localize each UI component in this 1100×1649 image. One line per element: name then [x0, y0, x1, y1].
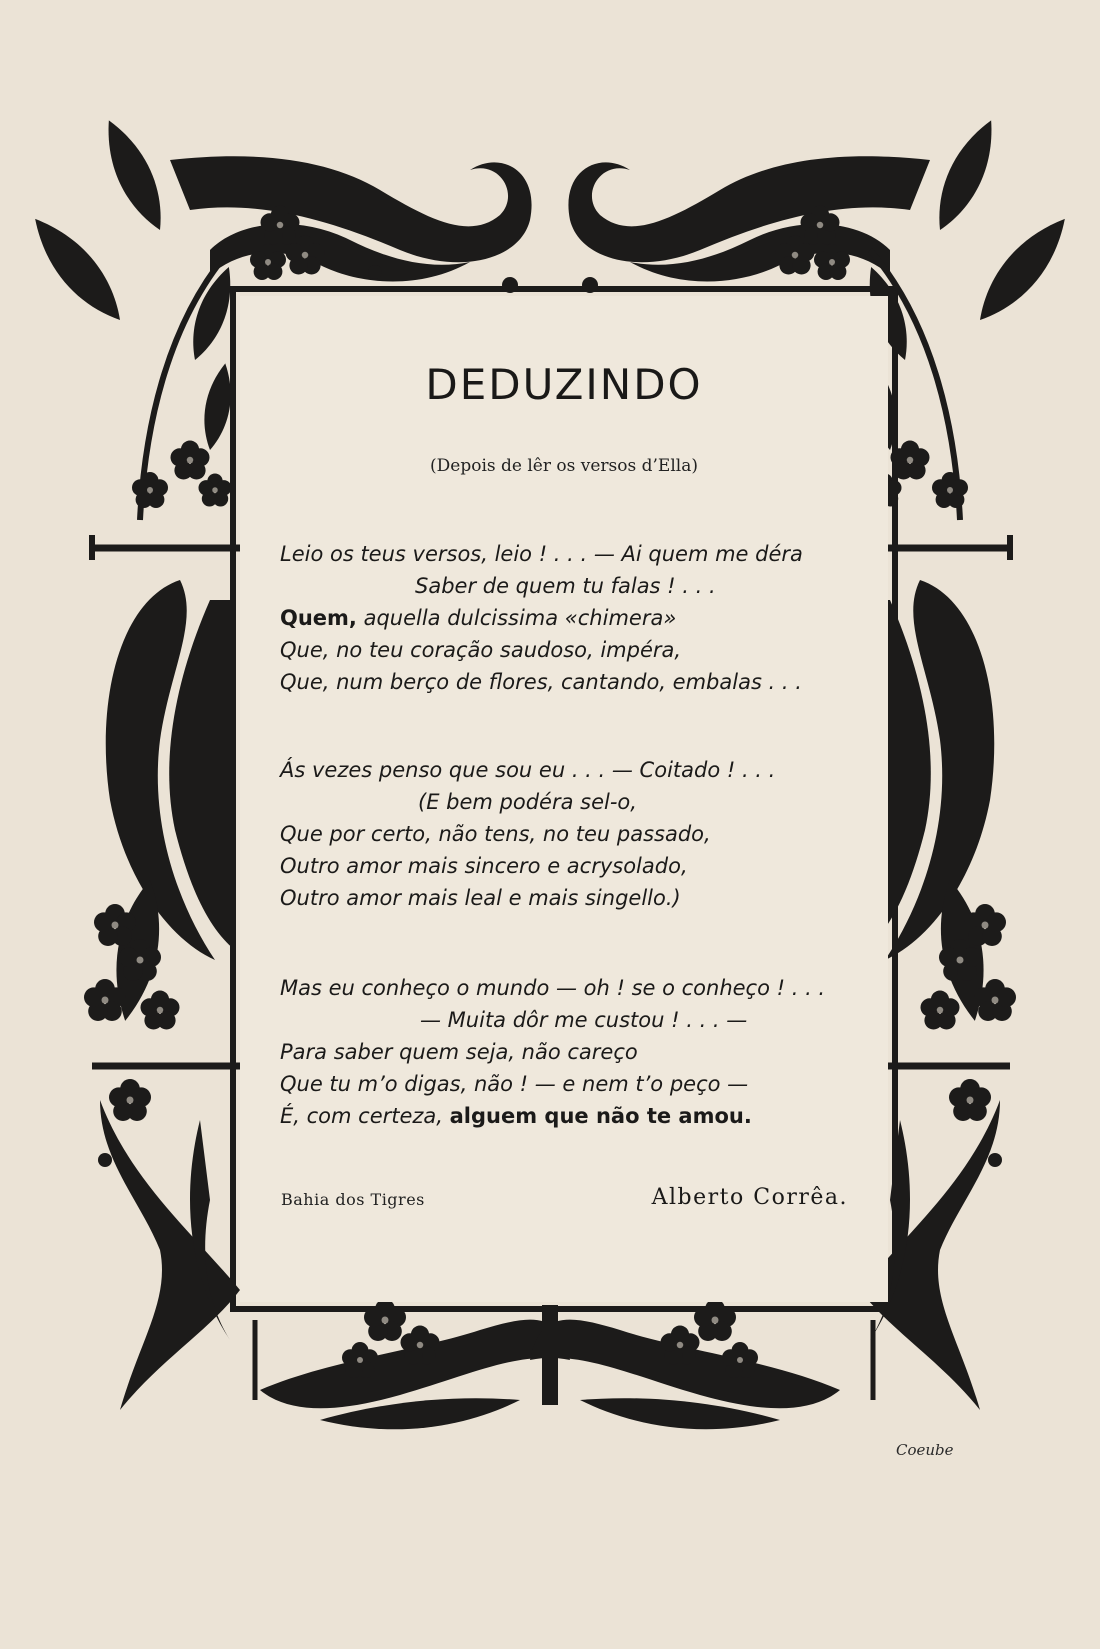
stanza-3-line-5-rest: É, com certeza, [280, 1104, 450, 1128]
stanza-1-line-5: Que, num berço de flores, cantando, embalas . . . [280, 670, 802, 694]
stanza-1-line-3-rest: aquella dulcissima «chimera» [356, 606, 677, 630]
stanza-1 [280, 538, 880, 698]
stanza-1-line-4: Que, no teu coração saudoso, impéra, [280, 638, 682, 662]
stanza-2-line-1: Ás vezes penso que sou eu . . . — Coitado ! . . . [280, 758, 776, 782]
stanza-3-line-2: — Muita dôr me custou ! . . . — [420, 1008, 748, 1032]
poem-subtitle: (Depois de lêr os versos d’Ella) [430, 456, 698, 476]
stanza-1-line-3 [280, 602, 880, 634]
stanza-2-line-4: Outro amor mais sincero e acrysolado, [280, 854, 688, 878]
illustrator-signature: Coeube [896, 1441, 954, 1459]
stanza-3-line-1: Mas eu conheço o mundo — oh ! se o conheço ! . . . [280, 976, 826, 1000]
place-label: Bahia dos Tigres [281, 1190, 425, 1209]
author-name: Alberto Corrêa. [651, 1185, 848, 1210]
stanza-3-line-4: Que tu m’o digas, não ! — e nem t’o peço — [280, 1072, 749, 1096]
stanza-1-line-1: Leio os teus versos, leio ! . . . — Ai quem me déra [280, 542, 803, 566]
stanza-3-line-5 [280, 1100, 880, 1132]
stanza-2-line-5: Outro amor mais leal e mais singello.) [280, 886, 681, 910]
stanza-1-line-3-bold: Quem, [280, 606, 357, 630]
stanza-3 [280, 972, 880, 1132]
stanza-2-line-2: (E bem podéra sel-o, [418, 790, 637, 814]
left-side-ornament [84, 580, 240, 1410]
stanza-3-line-3: Para saber quem seja, não careço [280, 1040, 638, 1064]
poem-title: DEDUZINDO [425, 360, 703, 409]
stanza-3-line-5-bold: alguem que não te amou. [449, 1104, 752, 1128]
stanza-2 [280, 754, 880, 914]
stanza-2-line-3: Que por certo, não tens, no teu passado, [280, 822, 711, 846]
stanza-1-line-2: Saber de quem tu falas ! . . . [415, 574, 716, 598]
